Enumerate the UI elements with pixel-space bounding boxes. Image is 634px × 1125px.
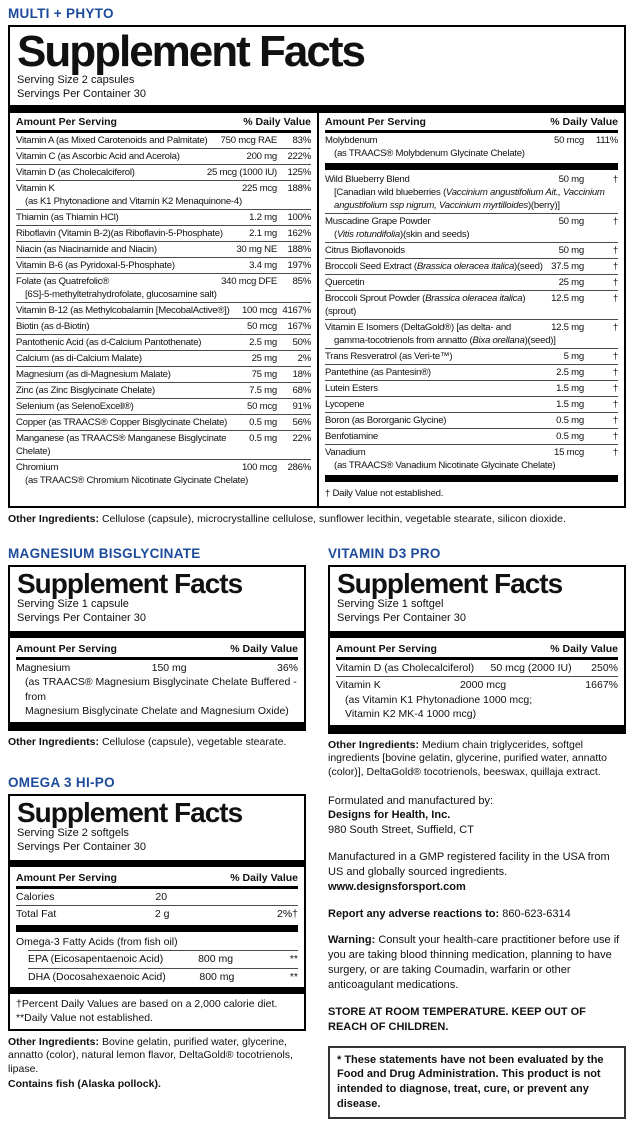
nutrient-name: Selenium (as SelenoExcell®) (16, 400, 134, 412)
nutrient-amount: 50 mcg (247, 400, 277, 412)
nutrient-daily-value: † (612, 398, 618, 410)
servings-per-container: Servings Per Container 30 (17, 87, 147, 100)
column-header (16, 640, 298, 660)
nutrient-row (325, 428, 618, 444)
nutrient-daily-value: ** (289, 970, 298, 983)
panel-header (10, 567, 304, 629)
nutrient-amount: 100 mcg (241, 304, 277, 316)
nutrient-daily-value: 85% (292, 275, 311, 287)
fda-disclaimer-box (328, 1046, 626, 1119)
nutrient-row (16, 334, 311, 350)
nutrient-amount: 5 mg (563, 350, 584, 362)
nutrient-daily-value: 18% (292, 368, 311, 380)
divider-bar (325, 475, 618, 482)
nutrient-row (325, 133, 618, 161)
nutrient-name: Vitamin B-12 (as Methylcobalamin [MecobalActive®]) (16, 304, 230, 316)
nutrient-amount: 2.5 mg (556, 366, 584, 378)
nutrient-row (325, 364, 618, 380)
nutrient-daily-value: 286% (287, 461, 311, 473)
nutrient-amount: 1.5 mg (556, 398, 584, 410)
other-ingredients-d3: Other Ingredients: Medium chain triglycerides, softgel ingredients [bovine gelatin, glycerine, purified water, annatto (color)], DeltaGold® tocotrienols, beeswax, quillaja extract. (328, 738, 608, 778)
nutrient-row (16, 660, 298, 720)
serving-size: Serving Size 2 softgels (17, 827, 129, 840)
nutrient-row (325, 172, 618, 213)
column-header (336, 640, 618, 660)
servings-per-container: Servings Per Container 30 (17, 611, 147, 624)
nutrient-name: Magnesium (16, 661, 71, 674)
divider-bar (10, 631, 304, 638)
nutrient-daily-value: 22% (292, 432, 311, 444)
nutrient-amount: 25 mg (558, 276, 584, 288)
nutrient-name: Total Fat (16, 908, 57, 921)
nutrient-name: Chromium (16, 461, 59, 473)
nutrient-table (16, 660, 298, 720)
nutrient-subtext: [Canadian wild blueberries (Vaccinium angustifolium Ait., Vaccinium angustifolium ssp nigrum, Vaccinium myrtilloides)(berry)] (334, 186, 605, 211)
nutrient-amount: 50 mg (558, 244, 584, 256)
nutrient-name: Vitamin C (as Ascorbic Acid and Acerola) (16, 150, 180, 162)
column-header (325, 113, 618, 133)
nutrient-row (16, 133, 311, 148)
nutrient-amount: 12.5 mg (551, 321, 584, 333)
nutrient-row (16, 398, 311, 414)
serving-size: Serving Size 1 softgel (337, 598, 444, 611)
nutrient-row (16, 934, 298, 951)
nutrient-row (325, 348, 618, 364)
other-ingredients-omega: Other Ingredients: Bovine gelatin, purified water, glycerine, annatto (color), natural lemon flavor, DeltaGold® tocotrienols, lipase. (8, 1035, 293, 1075)
nutrient-name: Biotin (as d-Biotin) (16, 320, 90, 332)
nutrient-daily-value: 167% (287, 320, 311, 332)
nutrient-daily-value: 56% (292, 416, 311, 428)
manufacturer-info (328, 794, 626, 1119)
calorie-footnote: †Percent Daily Values are based on a 2,000 calorie diet. (16, 998, 278, 1011)
nutrient-name: DHA (Docosahexaenoic Acid) (28, 970, 166, 983)
nutrient-name: Vitamin D (as Cholecalciferol) (336, 661, 475, 674)
nutrient-daily-value: 188% (287, 182, 311, 194)
nutrient-row (16, 241, 311, 257)
nutrient-amount: 50 mg (558, 215, 584, 227)
storage-statement: STORE AT ROOM TEMPERATURE. KEEP OUT OF REACH OF CHILDREN. (328, 1005, 586, 1033)
nutrient-name: Pantothenic Acid (as d-Calcium Pantothenate) (16, 336, 202, 348)
nutrient-row (325, 380, 618, 396)
nutrient-name: Vitamin K (336, 679, 381, 692)
nutrient-daily-value: † (612, 260, 618, 272)
nutrient-amount: 0.5 mg (249, 432, 277, 444)
omega-section (8, 775, 306, 1090)
nutrient-row (325, 444, 618, 473)
nutrient-amount: 50 mcg (247, 320, 277, 332)
nutrient-amount: 0.5 mg (556, 414, 584, 426)
nutrient-subtext: Magnesium Bisglycinate Chelate and Magnesium Oxide) (25, 705, 289, 718)
nutrient-name: Trans Resveratrol (as Veri-te™) (325, 350, 453, 362)
nutrient-name: Lutein Esters (325, 382, 378, 394)
nutrient-name: Broccoli Sprout Powder (Brassica oleracea italica)(sprout) (325, 292, 526, 317)
daily-value-header: % Daily Value (230, 871, 298, 884)
magnesium-section (8, 546, 306, 749)
nutrient-daily-value: 83% (292, 134, 311, 146)
divider-bar (10, 860, 304, 867)
nutrient-amount: 225 mcg (241, 182, 277, 194)
d3-panel (328, 565, 626, 734)
nutrient-table (16, 889, 298, 986)
nutrient-row (16, 889, 298, 906)
nutrient-amount: 2000 mcg (459, 679, 507, 692)
nutrient-amount: 3.4 mg (249, 259, 277, 271)
nutrient-daily-value: † (612, 350, 618, 362)
nutrient-amount: 50 mcg (2000 IU) (490, 661, 572, 674)
nutrient-name: Wild Blueberry Blend (325, 173, 410, 185)
nutrient-row (16, 209, 311, 225)
nutrient-columns (10, 113, 624, 506)
multi-phyto-panel (8, 25, 626, 508)
nutrient-subtext: Vitamin K2 MK-4 1000 mcg) (345, 708, 477, 721)
nutrient-row (16, 350, 311, 366)
nutrient-row (28, 950, 298, 968)
nutrient-name: Vitamin B-6 (as Pyridoxal-5-Phosphate) (16, 259, 175, 271)
dv-footnote: **Daily Value not established. (16, 1011, 153, 1024)
company-name: Designs for Health, Inc. (328, 809, 451, 822)
nutrient-row (325, 242, 618, 258)
nutrient-amount: 2 g (154, 908, 170, 921)
daily-value-header: % Daily Value (243, 115, 311, 128)
nutrient-column (10, 869, 304, 986)
amount-per-serving-header: Amount Per Serving (325, 115, 426, 128)
nutrient-amount: 340 mcg DFE (221, 275, 277, 287)
nutrient-name: EPA (Eicosapentaenoic Acid) (28, 953, 164, 966)
nutrient-amount: 50 mcg (554, 134, 584, 146)
nutrient-amount: 25 mg (251, 352, 277, 364)
nutrient-name: Molybdenum (325, 134, 378, 146)
nutrient-amount: 12.5 mg (551, 292, 584, 304)
nutrient-amount: 30 mg NE (236, 243, 277, 255)
divider-bar (10, 987, 304, 994)
nutrient-name: Manganese (as TRAACS® Manganese Bisglycinate Chelate) (16, 432, 227, 457)
nutrient-row (16, 414, 311, 430)
nutrient-amount: 150 mg (151, 661, 187, 674)
nutrient-row (16, 273, 311, 302)
nutrient-row (336, 660, 618, 677)
other-ingredients-multi: Other Ingredients: Cellulose (capsule), microcrystalline cellulose, sunflower lecithin, vegetable stearate, silicon dioxide. (8, 512, 566, 525)
nutrient-subtext: (as TRAACS® Magnesium Bisglycinate Chelate Buffered - from (25, 676, 297, 703)
supplement-facts-title: Supplement Facts (17, 797, 243, 829)
nutrient-row (325, 290, 618, 319)
magnesium-panel (8, 565, 306, 731)
nutrient-column-left (10, 113, 317, 506)
nutrient-name: Calories (16, 890, 55, 903)
serving-size: Serving Size 1 capsule (17, 598, 129, 611)
nutrient-amount: 15 mcg (554, 446, 584, 458)
nutrient-subtext: (as TRAACS® Molybdenum Glycinate Chelate) (334, 147, 525, 159)
nutrient-name: Omega-3 Fatty Acids (from fish oil) (16, 935, 178, 948)
nutrient-daily-value: 91% (292, 400, 311, 412)
nutrient-daily-value: 197% (287, 259, 311, 271)
servings-per-container: Servings Per Container 30 (337, 611, 467, 624)
amount-per-serving-header: Amount Per Serving (336, 642, 437, 655)
divider-bar (330, 631, 624, 638)
nutrient-daily-value: † (612, 244, 618, 256)
nutrient-name: Quercetin (325, 276, 365, 288)
supplement-facts-title: Supplement Facts (17, 568, 243, 600)
daily-value-header: % Daily Value (230, 642, 298, 655)
nutrient-table-left (16, 133, 311, 488)
nutrient-name: Vitamin D (as Cholecalciferol) (16, 166, 135, 178)
nutrient-name: Magnesium (as di-Magnesium Malate) (16, 368, 171, 380)
nutrient-row (16, 382, 311, 398)
nutrient-daily-value: 50% (292, 336, 311, 348)
adverse-reactions-line: Report any adverse reactions to: 860-623-6314 (328, 907, 571, 920)
nutrient-daily-value: 250% (591, 661, 618, 674)
nutrient-daily-value: 162% (287, 227, 311, 239)
nutrient-daily-value: † (612, 173, 618, 185)
nutrient-name: Thiamin (as Thiamin HCl) (16, 211, 119, 223)
d3-section (328, 546, 626, 779)
nutrient-subtext: (Vitis rotundifolia)(skin and seeds) (334, 228, 470, 240)
nutrient-name: Vanadium (325, 446, 366, 458)
nutrient-row (16, 366, 311, 382)
nutrient-amount: 7.5 mg (249, 384, 277, 396)
daily-value-header: % Daily Value (550, 115, 618, 128)
nutrient-subtext: (as K1 Phytonadione and Vitamin K2 Menaquinone-4) (25, 195, 242, 207)
nutrient-row (16, 318, 311, 334)
amount-per-serving-header: Amount Per Serving (16, 871, 117, 884)
nutrient-row (336, 676, 618, 723)
serving-size: Serving Size 2 capsules (17, 74, 135, 86)
nutrient-subtext: [6S]-5-methyltetrahydrofolate, glucosamine salt) (25, 288, 217, 300)
nutrient-subtext: (as Vitamin K1 Phytonadione 1000 mcg; (345, 693, 533, 706)
nutrient-daily-value: 4167% (282, 304, 311, 316)
divider-bar (10, 722, 304, 729)
panel-header (10, 796, 304, 858)
nutrient-name: Vitamin E Isomers (DeltaGold®) [as delta- and (325, 321, 511, 333)
divider-bar (325, 163, 618, 170)
nutrient-column (10, 640, 304, 720)
fda-disclaimer-text: * These statements have not been evaluated by the Food and Drug Administration. This product is not intended to diagnose, treat, cure, or prevent any disease. (337, 1053, 604, 1111)
supplement-facts-title: Supplement Facts (337, 568, 563, 600)
nutrient-amount: 0.5 mg (556, 430, 584, 442)
nutrient-daily-value: 1667% (585, 679, 618, 692)
column-header (16, 869, 298, 889)
divider-bar (330, 725, 624, 732)
nutrient-amount: 50 mg (558, 173, 584, 185)
nutrient-daily-value: ** (289, 953, 298, 966)
nutrient-name: Copper (as TRAACS® Copper Bisglycinate Chelate) (16, 416, 228, 428)
company-address: 980 South Street, Suffield, CT (328, 824, 474, 837)
nutrient-row (16, 459, 311, 488)
daily-value-header: % Daily Value (550, 642, 618, 655)
nutrient-name: Calcium (as di-Calcium Malate) (16, 352, 142, 364)
nutrient-row (325, 213, 618, 242)
column-header (16, 113, 311, 133)
nutrient-row (16, 302, 311, 318)
nutrient-row (16, 164, 311, 180)
section-title-magnesium: MAGNESIUM BISGLYCINATE (8, 546, 201, 562)
nutrient-name: Zinc (as Zinc Bisglycinate Chelate) (16, 384, 155, 396)
nutrient-daily-value: † (612, 414, 618, 426)
nutrient-row (28, 968, 298, 986)
formulated-by-line: Formulated and manufactured by: (328, 794, 494, 807)
allergen-statement: Contains fish (Alaska pollock). (8, 1078, 161, 1091)
amount-per-serving-header: Amount Per Serving (16, 115, 117, 128)
nutrient-row (325, 258, 618, 274)
other-ingredients-magnesium: Other Ingredients: Cellulose (capsule), vegetable stearate. (8, 735, 287, 748)
nutrient-amount: 75 mg (251, 368, 277, 380)
panel-header (330, 567, 624, 629)
nutrient-daily-value: † (612, 292, 618, 304)
nutrient-daily-value: † (612, 430, 618, 442)
section-title-multi-phyto: MULTI + PHYTO (8, 6, 114, 21)
nutrient-row (325, 319, 618, 348)
nutrient-row (325, 412, 618, 428)
nutrient-daily-value: † (612, 366, 618, 378)
omega-panel (8, 794, 306, 1030)
nutrient-daily-value: † (612, 276, 618, 288)
nutrient-daily-value: 68% (292, 384, 311, 396)
nutrient-row (16, 905, 298, 923)
nutrient-amount: 1.2 mg (249, 211, 277, 223)
nutrient-amount: 37.5 mg (551, 260, 584, 272)
nutrient-name: Vitamin A (as Mixed Carotenoids and Palmitate) (16, 134, 208, 146)
nutrient-table-right (325, 133, 618, 473)
nutrient-amount: 750 mcg RAE (220, 134, 277, 146)
nutrient-amount: 1.5 mg (556, 382, 584, 394)
nutrient-amount: 2.5 mg (249, 336, 277, 348)
nutrient-row (16, 225, 311, 241)
nutrient-name: Niacin (as Niacinamide and Niacin) (16, 243, 157, 255)
servings-per-container: Servings Per Container 30 (17, 841, 147, 854)
nutrient-amount: 800 mg (198, 953, 234, 966)
nutrient-name: Lycopene (325, 398, 365, 410)
section-title-omega: OMEGA 3 HI-PO (8, 775, 115, 791)
nutrient-column-right (317, 113, 624, 506)
supplement-facts-title: Supplement Facts (17, 27, 364, 76)
panel-header (10, 27, 624, 105)
nutrient-name: Benfotiamine (325, 430, 378, 442)
nutrient-daily-value: 2%† (276, 908, 298, 921)
nutrient-amount: 800 mg (199, 970, 235, 983)
nutrient-daily-value: † (612, 382, 618, 394)
nutrient-name: Pantethine (as Pantesin®) (325, 366, 431, 378)
bottom-grid (8, 544, 626, 1119)
nutrient-amount: 100 mcg (241, 461, 277, 473)
manufactured-statement: Manufactured in a GMP registered facility in the USA from US and globally sourced ingredients. www.designsforsport.com (328, 851, 610, 893)
nutrient-daily-value: 188% (287, 243, 311, 255)
nutrient-name: Broccoli Seed Extract (Brassica oleracea italica)(seed) (325, 260, 543, 272)
nutrient-amount: 20 (155, 890, 168, 903)
nutrient-amount: 0.5 mg (249, 416, 277, 428)
divider-bar (16, 925, 298, 932)
nutrient-row (325, 396, 618, 412)
bottom-right-column (328, 544, 626, 1119)
nutrient-name: Muscadine Grape Powder (325, 215, 431, 227)
bottom-left-column (8, 544, 306, 1119)
nutrient-row (16, 257, 311, 273)
section-title-d3: VITAMIN D3 PRO (328, 546, 441, 562)
nutrient-daily-value: † (612, 321, 618, 333)
nutrient-daily-value: 100% (287, 211, 311, 223)
nutrient-subtext: (as TRAACS® Chromium Nicotinate Glycinate Chelate) (25, 474, 249, 486)
nutrient-amount: 2.1 mg (249, 227, 277, 239)
nutrient-daily-value: 125% (287, 166, 311, 178)
nutrient-daily-value: 2% (297, 352, 311, 364)
nutrient-row (16, 148, 311, 164)
nutrient-amount: 25 mcg (1000 IU) (206, 166, 277, 178)
nutrient-row (325, 274, 618, 290)
warning-statement: Warning: Consult your health-care practitioner before use if you are taking blood thinning medication, planning to have surgery, or are taking Coumadin, warfarin or other anticoagulant medications. (328, 934, 620, 991)
divider-bar (10, 105, 624, 113)
nutrient-daily-value: † (612, 215, 618, 227)
nutrient-table (336, 660, 618, 723)
nutrient-name: Citrus Bioflavonoids (325, 244, 405, 256)
nutrient-column (330, 640, 624, 723)
nutrient-amount: 200 mg (246, 150, 277, 162)
nutrient-row (16, 430, 311, 459)
nutrient-daily-value: 222% (287, 150, 311, 162)
nutrient-daily-value: 111% (595, 134, 618, 146)
nutrient-daily-value: 36% (276, 661, 298, 674)
nutrient-daily-value: † (612, 446, 618, 458)
nutrient-row (16, 180, 311, 209)
nutrient-name: Boron (as Bororganic Glycine) (325, 414, 447, 426)
amount-per-serving-header: Amount Per Serving (16, 642, 117, 655)
nutrient-name: Riboflavin (Vitamin B-2)(as Riboflavin-5-Phosphate) (16, 227, 223, 239)
nutrient-subtext: (as TRAACS® Vanadium Nicotinate Glycinate Chelate) (334, 459, 556, 471)
dv-footnote: † Daily Value not established. (325, 487, 444, 499)
nutrient-name: Vitamin K (16, 182, 55, 194)
nutrient-name: Folate (as Quatrefolic® (16, 275, 110, 287)
nutrient-subtext: gamma-tocotrienols from annatto (Bixa orellana)(seed)] (334, 334, 556, 346)
